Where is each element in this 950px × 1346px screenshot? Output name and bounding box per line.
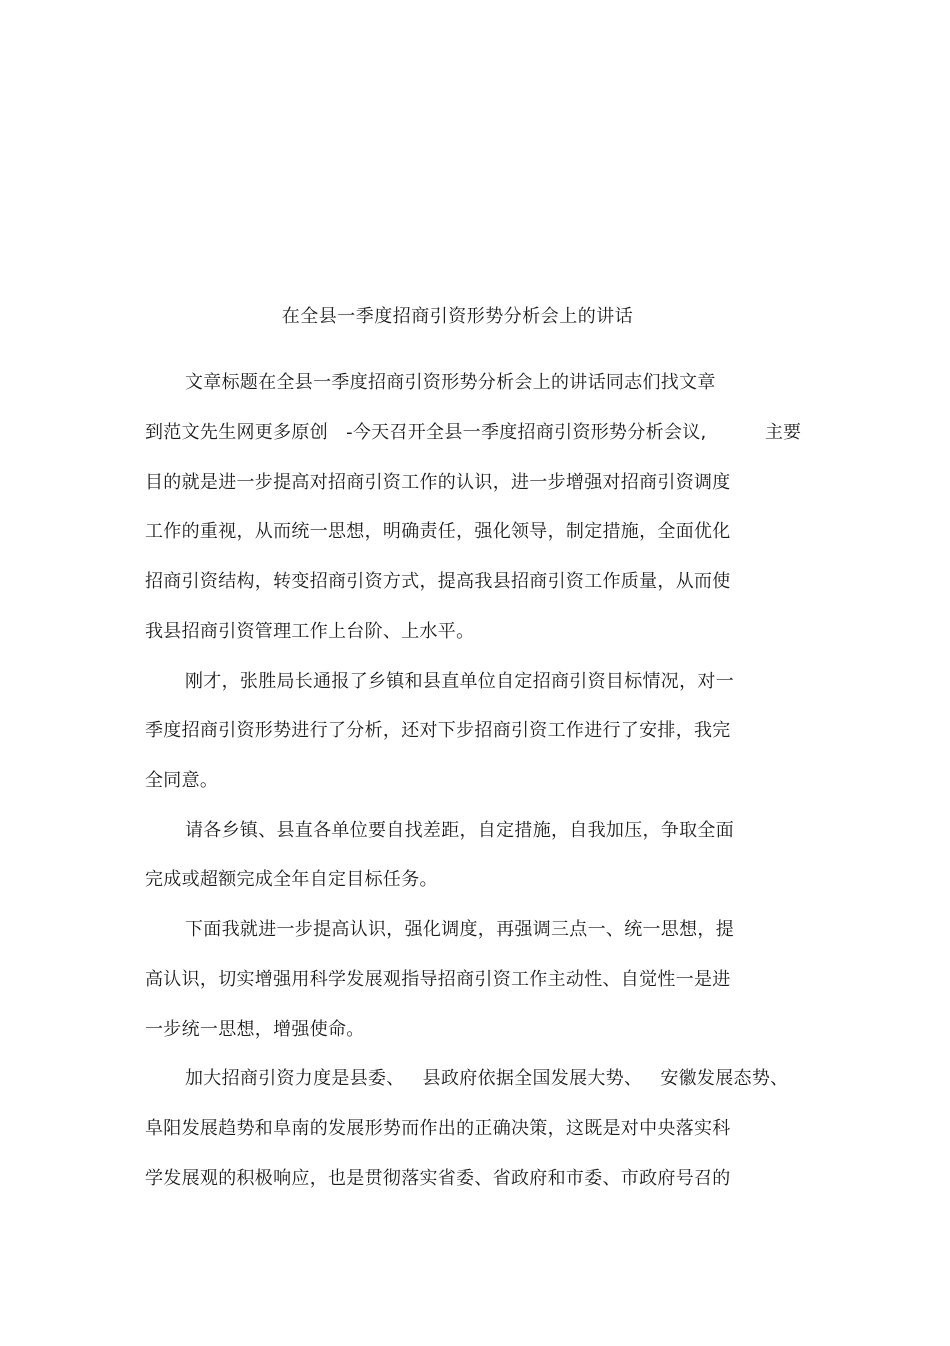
paragraph-line-tail: 主要 <box>765 422 801 443</box>
paragraph-line: 高认识，切实增强用科学发展观指导招商引资工作主动性、自觉性一是进 <box>145 969 731 990</box>
paragraph-line: 到范文先生网更多原创 -今天召开全县一季度招商引资形势分析会议, <box>145 422 707 443</box>
paragraph-line: 阜阳发展趋势和阜南的发展形势而作出的正确决策，这既是对中央落实科 <box>145 1118 731 1139</box>
paragraph-line: 一步统一思想，增强使命。 <box>145 1019 365 1040</box>
paragraph-line: 刚才，张胜局长通报了乡镇和县直单位自定招商引资目标情况，对一 <box>185 671 734 692</box>
paragraph-line: 加大招商引资力度是县委、 县政府依据全国发展大势、 安徽发展态势、 <box>185 1068 789 1089</box>
document-title: 在全县一季度招商引资形势分析会上的讲话 <box>281 306 634 327</box>
paragraph-line: 工作的重视，从而统一思想，明确责任，强化领导，制定措施，全面优化 <box>145 521 731 542</box>
paragraph-line: 下面我就进一步提高认识，强化调度，再强调三点一、统一思想，提 <box>185 919 734 940</box>
paragraph-line: 我县招商引资管理工作上台阶、上水平。 <box>145 621 475 642</box>
paragraph-line: 招商引资结构，转变招商引资方式，提高我县招商引资工作质量，从而使 <box>145 571 731 592</box>
paragraph-line: 季度招商引资形势进行了分析，还对下步招商引资工作进行了安排，我完 <box>145 720 731 741</box>
paragraph-line: 学发展观的积极响应，也是贯彻落实省委、省政府和市委、市政府号召的 <box>145 1168 731 1189</box>
paragraph-line: 目的就是进一步提高对招商引资工作的认识，进一步增强对招商引资调度 <box>145 472 731 493</box>
paragraph-line: 请各乡镇、县直各单位要自找差距，自定措施，自我加压，争取全面 <box>185 820 734 841</box>
paragraph-line: 完成或超额完成全年自定目标任务。 <box>145 869 438 890</box>
paragraph-line: 文章标题在全县一季度招商引资形势分析会上的讲话同志们找文章 <box>185 372 716 393</box>
paragraph-line: 全同意。 <box>145 770 219 791</box>
